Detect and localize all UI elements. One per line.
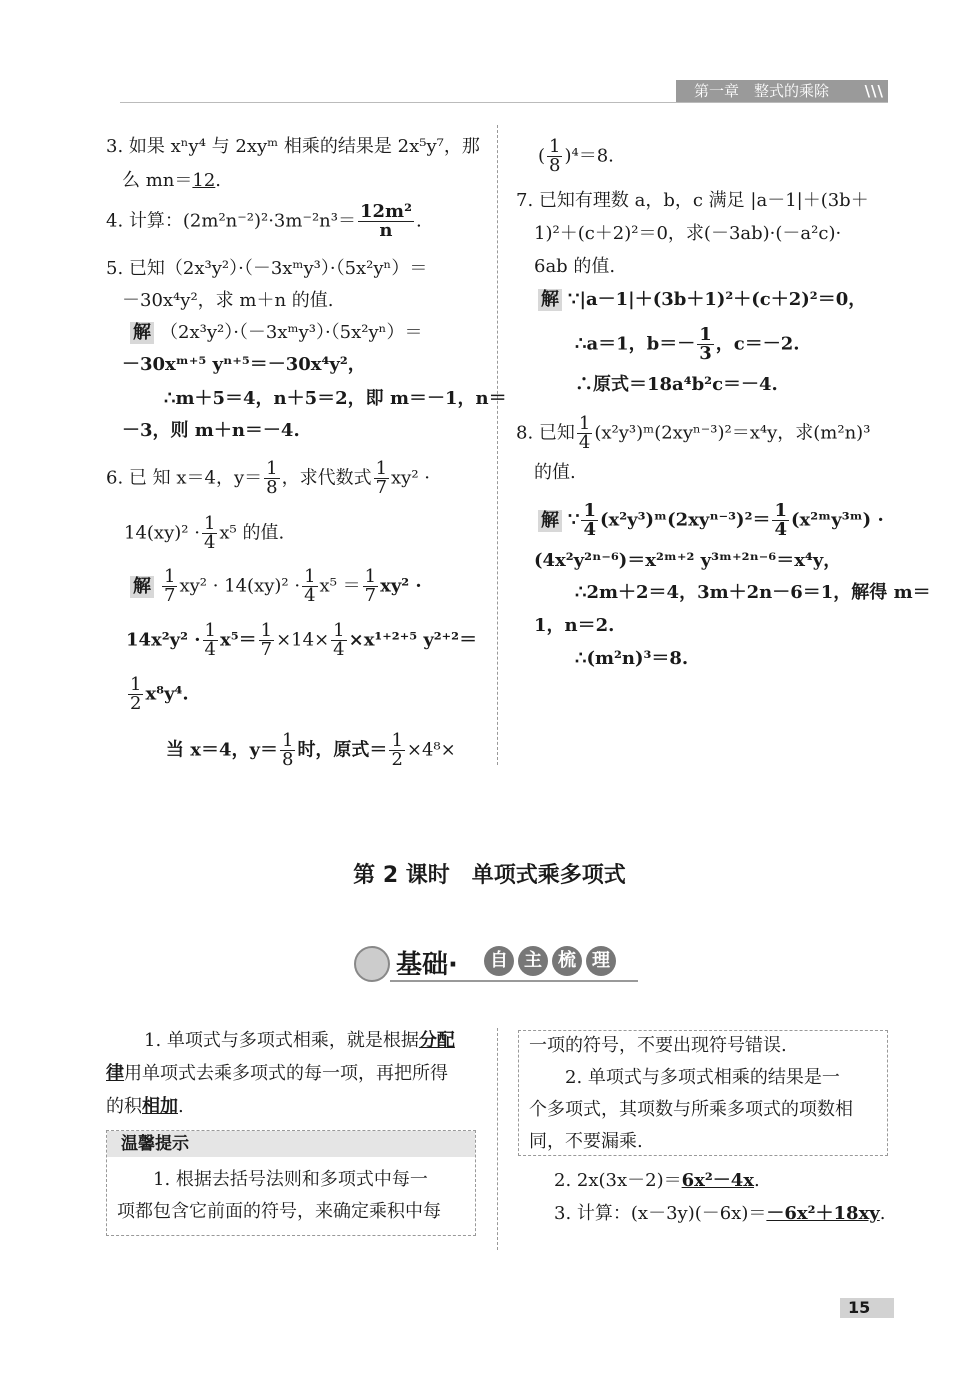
q3-answer: 12 <box>192 170 216 191</box>
q6-line1: 6. 已 知 x＝4，y＝ $\frac{1}{8}$ ，求代数式 $\frac{1}{7}$ xy² · <box>106 458 431 498</box>
pencil-logo-icon <box>354 946 390 982</box>
q4: 4. 计算：(2m²n⁻²)²·3m⁻²n³＝ $\frac{\text{12m²}}{n}$ . <box>106 201 422 241</box>
exercise-2: 2. 2x(3x－2)＝6x²－4x. <box>554 1170 760 1191</box>
answer-distributive: 分配 <box>418 1030 455 1051</box>
banner-char-2: 主 <box>518 946 548 976</box>
page-number: 15 <box>840 1298 894 1318</box>
q6-sol4: 当 x＝4，y＝ $\frac{1}{8}$ 时，原式＝ $\frac{1}{2}$ ×4⁸× <box>166 730 456 770</box>
q8-sol3: ∴2m＋2＝4，3m＋2n－6＝1，解得 m＝ <box>575 582 931 603</box>
q7-sol3: ∴原式＝18a⁴b²c＝－4. <box>575 374 778 395</box>
chapter-title: 第一章 整式的乘除 <box>694 82 830 100</box>
q8-sol4: 1，n＝2. <box>534 615 615 636</box>
header-rule <box>120 102 888 103</box>
banner-main: 基础· <box>396 950 458 980</box>
tip-title: 温馨提示 <box>107 1131 475 1157</box>
solution-tag: 解 <box>538 510 562 532</box>
q8-sol5: ∴(m²n)³＝8. <box>575 648 689 669</box>
chapter-header <box>676 80 888 102</box>
section-banner <box>350 940 640 984</box>
q5-sol4: －3，则 m＋n＝－4. <box>122 420 300 441</box>
q8-line1: 8. 已知 $\frac{1}{4}$ (x²y³)ᵐ(2xyⁿ⁻³)²＝x⁴y，求(m²n)³ <box>516 413 871 453</box>
q3-line1: 3. 如果 xⁿy⁴ 与 2xyᵐ 相乘的结果是 2x⁵y⁷，那 <box>106 136 480 157</box>
q7-sol2: ∴a＝1，b＝－ $\frac{1}{3}$ ，c＝－2. <box>575 324 800 364</box>
tip-line1: 1. 根据去括号法则和多项式中每一 <box>153 1169 428 1190</box>
q7-sol1: 解 ∵|a－1|＋(3b＋1)²＋(c＋2)²＝0， <box>538 289 866 311</box>
tip-line3: 一项的符号，不要出现符号错误. <box>529 1035 787 1056</box>
solution-tag: 解 <box>130 576 154 598</box>
concept-1-line1: 1. 单项式与多项式相乘，就是根据分配 <box>144 1030 455 1051</box>
banner-char-4: 理 <box>586 946 616 976</box>
q8-sol1: 解 ∵ $\frac{1}{4}$ (x²y³)ᵐ(2xyⁿ⁻³)²＝ $\frac{1}{4}$ (x²ᵐy³ᵐ) · <box>538 502 884 539</box>
tip-line6: 同，不要漏乘. <box>529 1131 643 1152</box>
header-stripes: \\\ <box>864 82 884 100</box>
tip-line5: 个多项式，其项数与所乘多项式的项数相 <box>529 1099 853 1120</box>
tip-box-left <box>106 1130 476 1236</box>
q8-line2: 的值. <box>534 462 576 483</box>
column-divider-bottom <box>497 1028 498 1250</box>
q5-sol2: －30xᵐ⁺⁵ yⁿ⁺⁵＝－30x⁴y²， <box>122 354 366 375</box>
q5-sol1: 解 （2x³y²）·（－3xᵐy³）·（5x²yⁿ）＝ <box>130 322 422 344</box>
q6-continuation: ( $\frac{1}{8}$ )⁴＝8. <box>538 136 614 176</box>
q5-line1: 5. 已知（2x³y²）·（－3xᵐy³）·（5x²yⁿ）＝ <box>106 258 428 279</box>
lesson-title: 第 2 课时 单项式乘多项式 <box>353 863 626 888</box>
solution-tag: 解 <box>538 289 562 311</box>
exercise-2-answer: 6x²－4x <box>681 1170 755 1191</box>
banner-char-3: 梳 <box>552 946 582 976</box>
column-divider-top <box>497 125 498 765</box>
banner-char-1: 自 <box>484 946 514 976</box>
exercise-3: 3. 计算：(x－3y)(－6x)＝－6x²＋18xy. <box>554 1203 886 1224</box>
tip-line4: 2. 单项式与多项式相乘的结果是一 <box>565 1067 840 1088</box>
exercise-3-answer: －6x²＋18xy <box>766 1203 880 1224</box>
q6-sol2: 14x²y² · $\frac{1}{4}$ x⁵＝ $\frac{1}{7}$ ×14× $\frac{1}{4}$ ×x¹⁺²⁺⁵ y²⁺²＝ <box>126 620 478 660</box>
answer-add: 相加 <box>142 1096 178 1117</box>
q5-line2: －30x⁴y²，求 m＋n 的值. <box>122 290 334 311</box>
q7-line3: 6ab 的值. <box>534 256 616 277</box>
tip-box-right <box>518 1030 888 1156</box>
q3-line2: 么 mn＝12. <box>122 170 222 191</box>
tip-line2: 项都包含它前面的符号，来确定乘积中每 <box>117 1201 441 1222</box>
concept-1-line3: 的积相加. <box>106 1096 184 1117</box>
q6-sol1: 解 $\frac{1}{7}$ xy² · 14(xy)² · $\frac{1}{4}$ x⁵ ＝ $\frac{1}{7}$ xy² · <box>130 568 422 605</box>
q7-line1: 7. 已知有理数 a，b，c 满足 |a－1|＋(3b＋ <box>516 190 869 211</box>
banner-underline <box>390 980 638 982</box>
q8-sol2: (4x²y²ⁿ⁻⁶)＝x²ᵐ⁺² y³ᵐ⁺²ⁿ⁻⁶＝x⁴y， <box>534 550 842 571</box>
q6-line2: 14(xy)² · $\frac{1}{4}$ x⁵ 的值. <box>124 513 285 553</box>
q5-sol3: ∴m＋5＝4，n＋5＝2，即 m＝－1，n＝ <box>164 388 507 409</box>
concept-1-line2: 律用单项式去乘多项式的每一项，再把所得 <box>106 1063 448 1084</box>
q6-sol3: $\frac{1}{2}$ x⁸y⁴. <box>130 674 189 714</box>
q7-line2: 1)²＋(c＋2)²＝0，求(－3ab)·(－a²c)· <box>534 223 842 244</box>
solution-tag: 解 <box>130 322 154 344</box>
